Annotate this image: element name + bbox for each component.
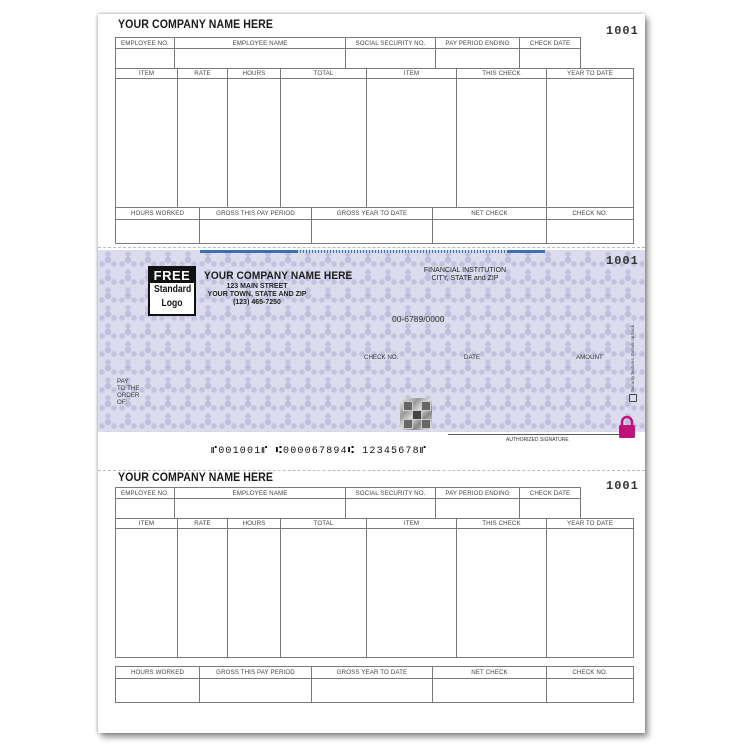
header-total: TOTAL xyxy=(281,69,367,79)
pay-period-ending-field[interactable] xyxy=(436,49,520,69)
header-item-deduction: ITEM xyxy=(367,519,457,529)
perforation-line xyxy=(98,470,645,471)
header-net-check: NET CHECK xyxy=(433,667,547,679)
header-gross-ytd: GROSS YEAR TO DATE xyxy=(312,208,433,220)
header-employee-no: EMPLOYEE NO. xyxy=(116,38,175,49)
company-name: YOUR COMPANY NAME HERE xyxy=(118,472,274,484)
net-check-field[interactable] xyxy=(433,679,547,703)
padlock-small-icon xyxy=(629,394,637,402)
employee-name-field[interactable] xyxy=(175,49,346,69)
security-features-note: Security features. Details on back. xyxy=(630,323,635,392)
header-check-no: CHECK NO. xyxy=(547,208,634,220)
totals-table xyxy=(115,666,634,703)
check-date-field[interactable] xyxy=(520,49,581,69)
header-rate: RATE xyxy=(178,69,228,79)
amount-label: AMOUNT xyxy=(576,354,603,361)
pay-label-line2: TO THE xyxy=(117,385,140,392)
year-to-date-cell[interactable] xyxy=(547,79,634,208)
header-ssn: SOCIAL SECURITY NO. xyxy=(346,38,436,49)
header-ssn: SOCIAL SECURITY NO. xyxy=(346,488,436,499)
item-cell[interactable] xyxy=(116,79,178,208)
company-name: YOUR COMPANY NAME HERE xyxy=(118,19,274,31)
bank-city-state-zip: CITY, STATE and ZIP xyxy=(431,275,499,282)
header-check-date: CHECK DATE xyxy=(520,38,581,49)
total-cell[interactable] xyxy=(281,79,367,208)
pay-label-line4: OF: xyxy=(117,399,128,406)
hours-cell[interactable] xyxy=(228,79,281,208)
employee-no-field[interactable] xyxy=(116,499,175,519)
header-this-check: THIS CHECK xyxy=(457,69,547,79)
this-check-cell[interactable] xyxy=(457,529,547,658)
check-number: 1001 xyxy=(606,24,639,38)
logo-logo-text: Logo xyxy=(161,297,183,309)
header-employee-name: EMPLOYEE NAME xyxy=(175,38,346,49)
pay-period-ending-field[interactable] xyxy=(436,499,520,519)
header-check-date: CHECK DATE xyxy=(520,488,581,499)
totals-table xyxy=(115,207,634,244)
pay-label-line1: PAY xyxy=(117,378,129,385)
header-check-no: CHECK NO. xyxy=(547,667,634,679)
this-check-cell[interactable] xyxy=(457,79,547,208)
header-total: TOTAL xyxy=(281,519,367,529)
date-label: DATE xyxy=(464,354,481,361)
check-no-field[interactable] xyxy=(547,220,634,244)
check-company-name: YOUR COMPANY NAME HERE xyxy=(204,270,353,282)
perforation-line xyxy=(98,247,645,248)
earnings-table xyxy=(115,68,634,208)
header-employee-name: EMPLOYEE NAME xyxy=(175,488,346,499)
gross-ytd-field[interactable] xyxy=(312,679,433,703)
header-gross-ytd: GROSS YEAR TO DATE xyxy=(312,667,433,679)
check-no-label: CHECK NO. xyxy=(364,354,399,361)
ssn-field[interactable] xyxy=(346,49,436,69)
header-pay-period-ending: PAY PERIOD ENDING xyxy=(436,38,520,49)
check-body xyxy=(98,250,645,443)
microprint-line xyxy=(298,250,508,253)
header-year-to-date: YEAR TO DATE xyxy=(547,69,634,79)
employee-no-field[interactable] xyxy=(116,49,175,69)
padlock-icon xyxy=(618,415,636,439)
header-item: ITEM xyxy=(116,69,178,79)
header-this-check: THIS CHECK xyxy=(457,519,547,529)
routing-fraction: 00-6789/0000 xyxy=(392,314,445,324)
header-net-check: NET CHECK xyxy=(433,208,547,220)
header-year-to-date: YEAR TO DATE xyxy=(547,519,634,529)
employee-info-table xyxy=(115,37,581,69)
net-check-field[interactable] xyxy=(433,220,547,244)
employee-info-table xyxy=(115,487,581,519)
year-to-date-cell[interactable] xyxy=(547,529,634,658)
bank-name: FINANCIAL INSTITUTION xyxy=(423,267,507,274)
header-gross-this-period: GROSS THIS PAY PERIOD xyxy=(200,667,312,679)
gross-this-period-field[interactable] xyxy=(200,679,312,703)
header-employee-no: EMPLOYEE NO. xyxy=(116,488,175,499)
earnings-table xyxy=(115,518,634,658)
header-hours-worked: HOURS WORKED xyxy=(116,208,200,220)
header-item-deduction: ITEM xyxy=(367,69,457,79)
header-hours-worked: HOURS WORKED xyxy=(116,667,200,679)
check-number: 1001 xyxy=(606,479,639,493)
header-hours: HOURS xyxy=(228,519,281,529)
item-cell[interactable] xyxy=(116,529,178,658)
header-rate: RATE xyxy=(178,519,228,529)
authorized-signature-label: AUTHORIZED SIGNATURE xyxy=(506,437,569,443)
logo-free-text: FREE xyxy=(150,268,194,283)
hologram-icon xyxy=(400,398,432,430)
header-pay-period-ending: PAY PERIOD ENDING xyxy=(436,488,520,499)
header-item: ITEM xyxy=(116,519,178,529)
gross-ytd-field[interactable] xyxy=(312,220,433,244)
check-number: 1001 xyxy=(606,254,639,268)
header-hours: HOURS xyxy=(228,69,281,79)
total-cell[interactable] xyxy=(281,529,367,658)
check-date-field[interactable] xyxy=(520,499,581,519)
pay-label-line3: ORDER xyxy=(117,392,140,399)
gross-this-period-field[interactable] xyxy=(200,220,312,244)
micr-line: ⑈001001⑈ ⑆000067894⑆ 12345678⑈ xyxy=(211,446,428,457)
employee-name-field[interactable] xyxy=(175,499,346,519)
hours-worked-field[interactable] xyxy=(116,220,200,244)
signature-line[interactable] xyxy=(448,434,623,435)
company-phone: (123) 465-7250 xyxy=(233,299,281,306)
rate-cell[interactable] xyxy=(178,529,228,658)
deduction-item-cell[interactable] xyxy=(367,529,457,658)
rate-cell[interactable] xyxy=(178,79,228,208)
company-logo xyxy=(148,266,196,316)
payroll-check-form xyxy=(98,14,645,733)
hours-cell[interactable] xyxy=(228,529,281,658)
company-address-line1: 123 MAIN STREET xyxy=(226,283,288,290)
pay-to-the-order-label xyxy=(117,378,139,406)
logo-standard-text: Standard xyxy=(153,283,192,295)
deduction-item-cell[interactable] xyxy=(367,79,457,208)
company-address-line2: YOUR TOWN, STATE AND ZIP xyxy=(207,291,307,298)
ssn-field[interactable] xyxy=(346,499,436,519)
header-gross-this-period: GROSS THIS PAY PERIOD xyxy=(200,208,312,220)
check-no-field[interactable] xyxy=(547,679,634,703)
hours-worked-field[interactable] xyxy=(116,679,200,703)
